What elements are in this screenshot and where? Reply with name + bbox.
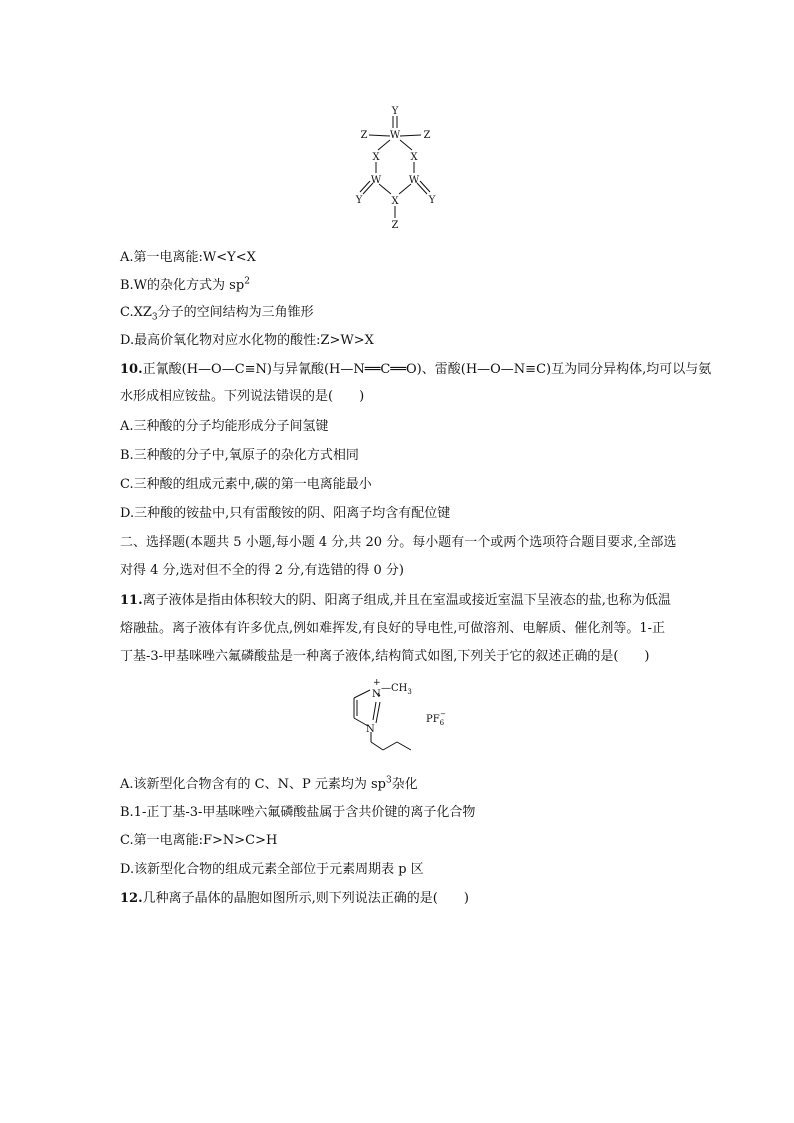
q9-option-c: $C.XZ_3$分子的空间结构为三角锥形 (120, 305, 314, 323)
q10-option-a: A.三种酸的分子均能形成分子间氢键 (120, 419, 329, 434)
atom-left-z: Z (360, 130, 368, 141)
q11-option-c: C.第一电离能:F>N>C>H (120, 833, 278, 848)
q10-stem-line2: 水形成相应铵盐。下列说法错误的是( ) (120, 389, 365, 404)
section2-instructions-line1: 二、选择题(本题共 5 小题,每小题 4 分,共 20 分。每小题有一个或两个选项符合题目要求,全部选 (120, 535, 677, 550)
methyl-group: $—CH_3$ (381, 683, 412, 696)
atom-top-y: Y (391, 106, 399, 117)
q9-option-b: B.W的杂化方式为 $sp^2$ (120, 276, 250, 293)
charge-plus: + (373, 678, 381, 688)
atom-right-w: W (408, 175, 420, 186)
atom-left-x: X (372, 152, 380, 163)
atom-bottom-x: X (391, 196, 399, 207)
q10-option-d: D.三种酸的铵盐中,只有雷酸铵的阴、阳离子均含有配位键 (120, 506, 451, 521)
atom-right-y: Y (428, 195, 436, 206)
atom-n-top: N (372, 689, 381, 700)
q11-option-a: A.该新型化合物含有的 C、N、P 元素均为 $sp^3$杂化 (120, 775, 418, 792)
atom-top-w: W (389, 130, 401, 141)
atom-bottom-z: Z (391, 220, 399, 231)
q11-option-d: D.该新型化合物的组成元素全部位于元素周期表 p 区 (120, 862, 424, 877)
q9-option-d: D.最高价氧化物对应水化物的酸性:Z>W>X (120, 333, 374, 348)
q12-stem-line1: 12.几种离子晶体的晶胞如图所示,则下列说法正确的是( ) (120, 891, 469, 906)
atom-right-z: Z (423, 130, 431, 141)
structure-diagram-imidazolium (340, 676, 480, 761)
q11-stem-line1: 11.离子液体是指由体积较大的阴、阳离子组成,并且在室温或接近室温下呈液态的盐,也称为低温 (120, 593, 671, 608)
q11-option-b: B.1-正丁基-3-甲基咪唑六氟磷酸盐属于含共价键的离子化合物 (120, 805, 476, 820)
structure-diagram-ring (345, 100, 455, 235)
q10-option-b: B.三种酸的分子中,氧原子的杂化方式相同 (120, 448, 359, 463)
q11-stem-line2: 熔融盐。离子液体有许多优点,例如难挥发,有良好的导电性,可做溶剂、电解质、催化剂等。1-正 (120, 621, 666, 636)
q9-option-a: A.第一电离能:W<Y<X (120, 250, 256, 265)
q10-option-c: C.三种酸的组成元素中,碳的第一电离能最小 (120, 477, 372, 492)
section2-instructions-line2: 对得 4 分,选对但不全的得 2 分,有选错的得 0 分) (120, 563, 404, 578)
q11-stem-line3: 丁基-3-甲基咪唑六氟磷酸盐是一种离子液体,结构简式如图,下列关于它的叙述正确的是( ) (120, 649, 650, 664)
atom-n-bottom: N (366, 724, 375, 735)
atom-left-w: W (370, 175, 382, 186)
anion-pf6: $PF_6-$ (426, 710, 447, 727)
q10-stem-line1: 10.正氰酸(H—O—C≡N)与异氰酸(H—N══C══O)、雷酸(H—O—N≡C)互为同分异构体,均可以与氨 (120, 362, 712, 377)
atom-right-x: X (410, 152, 418, 163)
atom-left-y: Y (355, 195, 363, 206)
